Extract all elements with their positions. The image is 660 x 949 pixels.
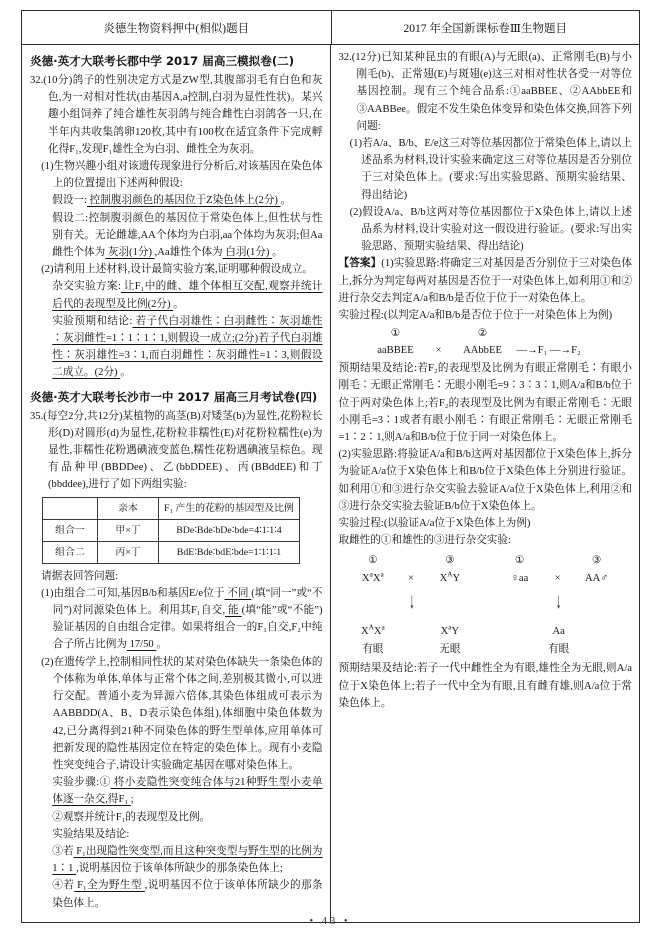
table-header-row — [43, 497, 300, 519]
r32-part1-paragraph: (1)若A/a、B/b、E/e这三对等位基因都位于常染色体上,请以上述品系为材料,设计实验来确定这三对等位基因是否分别位于三对染色体上。(要求:写出实验思路、预期实验结果、得出结论) — [349, 138, 632, 201]
section2-title: 炎德·英才大联考长沙市一中 2017 届高三月考试卷(四) — [30, 389, 318, 404]
parent-genotype: aaBBEE — [377, 345, 414, 357]
right-column — [331, 45, 640, 922]
left-column — [22, 45, 331, 922]
table-cell: 甲×丁 — [98, 519, 159, 541]
q32-hypothesis1-line: 假设一: 控制腹羽颜色的基因位于Z染色体上(2分) 。 — [52, 195, 292, 207]
table-cell: 组合一 — [43, 519, 98, 541]
answer-process2-paragraph: 实验过程:(以验证A/a位于X染色体上为例) — [338, 518, 531, 530]
offspring-phenotype: 有眼 — [548, 644, 570, 656]
diagram1-label-row — [365, 325, 633, 342]
table-cell: BDe∶Bde∶bDe∶bde=4∶1∶1∶4 — [159, 519, 300, 541]
answer-cross-setup-line: 取雌性的①和雄性的③进行杂交实验: — [338, 535, 511, 547]
table-header-cell — [43, 497, 98, 519]
offspring-genotype: $X^aY$ — [440, 622, 460, 638]
q35-ask-line: 请据表回答问题: — [41, 570, 119, 582]
table-cell: BdE∶Bde∶bdE∶bde=1∶1∶1∶1 — [159, 541, 300, 563]
q32-hypothesis2-line: 假设二:控制腹羽颜色的基因位于常染色体上,但性状与性别有关。无论雌雄,AA个体均为白羽,aa个体均为灰羽;但Aa雌性个体为 灰羽(1分) ,Aa雄性个体为 白羽(1分) 。 — [52, 212, 323, 259]
descent-arrow-icon: ↓ — [555, 591, 562, 615]
answer-thought2-paragraph: (2)实验思路:将验证A/a和B/b这两对基因都位于X染色体上,拆分为验证A/a位于X染色体上和B/b位于X染色体上分别进行验证。如利用①和③进行杂交实验去验证A/a位于X染色体上,利用②和③进行杂交实验去验证B/b位于X染色体上。 — [338, 449, 632, 512]
offspring-genotype: Aa — [552, 626, 565, 638]
strain-label: ① — [514, 555, 525, 567]
offspring-phenotype: 有眼 — [362, 644, 384, 656]
generation-arrows: —→F₁ —→F₂ — [516, 345, 581, 357]
r32-intro-paragraph: 32.(12分)已知某种昆虫的有眼(A)与无眼(a)、正常刚毛(B)与小刚毛(b)、正常翅(E)与斑翅(e)这三对相对性状各受一对等位基因控制。现有三个纯合品系:①aaBBEE、②AAbbEE和③AABBee。假定不发生染色体变异和染色体交换,回答下列问题: — [338, 52, 632, 132]
cross-symbol: × — [407, 573, 414, 585]
table-cell: 丙×丁 — [98, 541, 159, 563]
strain-label: ① — [368, 555, 378, 567]
q35-step1-line: 实验步骤:① 将小麦隐性突变纯合体与21种野生型小麦单体逐一杂交,得F₁ ; — [52, 777, 323, 806]
q35-conclusion3-line: ③若 F₁出现隐性突变型,而且这种突变型与野生型的比例为1∶1 ,说明基因位于该单体所缺少的那条染色体上; — [52, 845, 323, 875]
pollen-genotype-table — [42, 497, 300, 564]
parent-genotype: ♀aa — [510, 573, 529, 585]
table-row — [43, 541, 300, 563]
q35-part2-paragraph: (2)在遗传学上,控制相同性状的某对染色体缺失一条染色体的个体称为单体,单体与正常个体之间,差别极其微小,可以进行交配。普通小麦为异源六倍体,其染色体组成可表示为AABBDD(A、B、D表示染色体组),体细胞中染色体数为42,已分离得到21种不同染色体的野生型单体,应用单体可把新发现的隐性基因定位在特定的染色体上。现有小麦隐性突变纯合子,请设计实验确定基因在哪对染色体上。 — [41, 656, 323, 771]
parent-genotype: $X^AY$ — [439, 569, 461, 585]
autosomal-cross-diagram — [485, 552, 632, 658]
table-row — [43, 519, 300, 541]
q32-intro-paragraph: 32.(10分)鸽子的性别决定方式是ZW型,其腹部羽毛有白色和灰色,为一对相对性状(由基因A,a控制,白羽为显性性状)。某兴趣小组饲养了纯合雄性灰羽鸽与纯合雌性白羽鸽各一只,在半年内共收集鸽卵120枚,其中有100枚在适宜条件下完成孵化得F₁,发现F₁雄性全为白羽、雌性全为灰羽。 — [30, 75, 323, 155]
header-right-title: 2017 年全国新课标卷Ⅲ生物题目 — [331, 11, 640, 44]
q35-conclusion4-line: ④若 F₁全为野生型 ,说明基因不位于该单体所缺少的那条染色体上。 — [52, 880, 323, 909]
answer-expectation1-paragraph: 预期结果及结论:若F₂的表现型及比例为有眼正常刚毛∶有眼小刚毛∶无眼正常刚毛∶无眼小刚毛=9∶3∶3∶1,则A/a和B/b位于位于两对染色体上;若F₂的表现型及比例为有眼正常刚毛∶无眼小刚毛=3∶1或者有眼小刚毛∶有眼正常刚毛∶无眼正常刚毛=1∶2∶1,则A/a和B/b位于位于同一对染色体上。 — [338, 363, 632, 444]
q35-step2-line: ②观察并统计F₁的表现型及比例。 — [52, 811, 211, 823]
parent-genotype: AA♂ — [585, 573, 609, 585]
parent-genotype: AAbbEE — [463, 345, 502, 357]
cross-diagram-1 — [365, 325, 633, 359]
q32-part1-paragraph: (1)生物兴趣小组对该遗传现象进行分析后,对该基因在染色体上的位置提出下述两种假设: — [41, 161, 323, 190]
q32-part2-paragraph: (2)请利用上述材料,设计最简实验方案,证明哪种假设成立。 — [41, 264, 314, 276]
cross-diagram-2 — [339, 552, 633, 658]
header-left-title: 炎德生物资料押中(相似)题目 — [103, 23, 250, 35]
descent-arrow-icon: ↓ — [409, 591, 415, 615]
sheet-header-row — [22, 11, 639, 45]
page-number: • 43 • — [309, 916, 351, 927]
table-header-cell: F₁ 产生的花粉的基因型及比例 — [159, 497, 300, 519]
q35-result-label: 实验结果及结论: — [52, 828, 130, 840]
comparison-sheet — [21, 10, 640, 923]
q35-part1-paragraph: (1)由组合二可知,基因B/b和基因E/e位于 不同 (填“同一”或“不同”)对同源染色体上。利用其F₁自交, 能 (填“能”或“不能”)验证基因的自由组合定律。如果将组合一的F₁自交,F₂中纯合子所占比例为 17/50 。 — [41, 587, 323, 651]
answer-process-paragraph: 实验过程:(以判定A/a和B/b是否位于位于一对染色体上为例) — [338, 310, 613, 322]
q32-cross-plan-line: 杂交实验方案: 让F₁中的雌、雄个体相互交配,观察并统计后代的表现型及比例(2分) 。 — [52, 281, 323, 310]
section1-title: 炎德·英才大联考长郡中学 2017 届高三模拟卷(二) — [30, 54, 295, 68]
diagram1-cross-row — [365, 342, 633, 359]
table-header-cell: 亲本 — [98, 497, 159, 519]
strain-label: ③ — [445, 555, 455, 567]
offspring-phenotype: 无眼 — [439, 644, 461, 656]
x-linked-cross-diagram — [339, 552, 486, 658]
cross-symbol: × — [554, 573, 561, 585]
answer-expectation2-paragraph: 预期结果及结论:若子一代中雌性全为有眼,雄性全为无眼,则A/a位于X染色体上;若子一代中全为有眼,且有雌有雄,则A/a位于常染色体上。 — [338, 663, 632, 709]
strain-label: ① — [390, 328, 401, 340]
strain-label: ② — [477, 328, 488, 340]
cross-symbol: × — [435, 345, 442, 357]
strain-label: ③ — [591, 555, 602, 567]
offspring-genotype: $X^AX^a$ — [360, 622, 385, 638]
q32-expectation-line: 实验预期和结论: 若子代白羽雄性∶白羽雌性∶灰羽雄性∶灰羽雌性=1∶1∶1∶1,则假设一成立;(2分)若子代白羽雄性∶灰羽雄性=3∶1,而白羽雌性∶灰羽雌性=1∶3,则假设二成立。(2分) 。 — [52, 315, 323, 379]
content-columns — [22, 45, 639, 922]
parent-genotype: $X^aX^a$ — [361, 569, 384, 585]
r32-part2-paragraph: (2)假设A/a、B/b这两对等位基因都位于X染色体上,请以上述品系为材料,设计实验对这一假设进行验证。(要求:写出实验思路、预期实验结果、得出结论) — [349, 206, 632, 253]
answer-thought-paragraph: 【答案】(1)实验思路:将确定三对基因是否分别位于三对染色体上,拆分为判定每两对基因是否位于一对染色体上,如利用①和②进行杂交去判定A/a和B/b是否位于位于一对染色体上。 — [338, 258, 633, 304]
table-cell: 组合二 — [43, 541, 98, 563]
q35-intro-paragraph: 35.(每空2分,共12分)某植物的高茎(B)对矮茎(b)为显性,花粉粒长形(D)对圆形(d)为显性,花粉粒非糯性(E)对花粉粒糯性(e)为显性,非糯性花粉遇碘液变蓝色,糯性花粉遇碘液呈棕色。现有品种甲(BBDDee)、乙(bbDDEE)、丙(BBddEE)和丁(bbddee),进行了如下两组实验: — [30, 410, 323, 491]
